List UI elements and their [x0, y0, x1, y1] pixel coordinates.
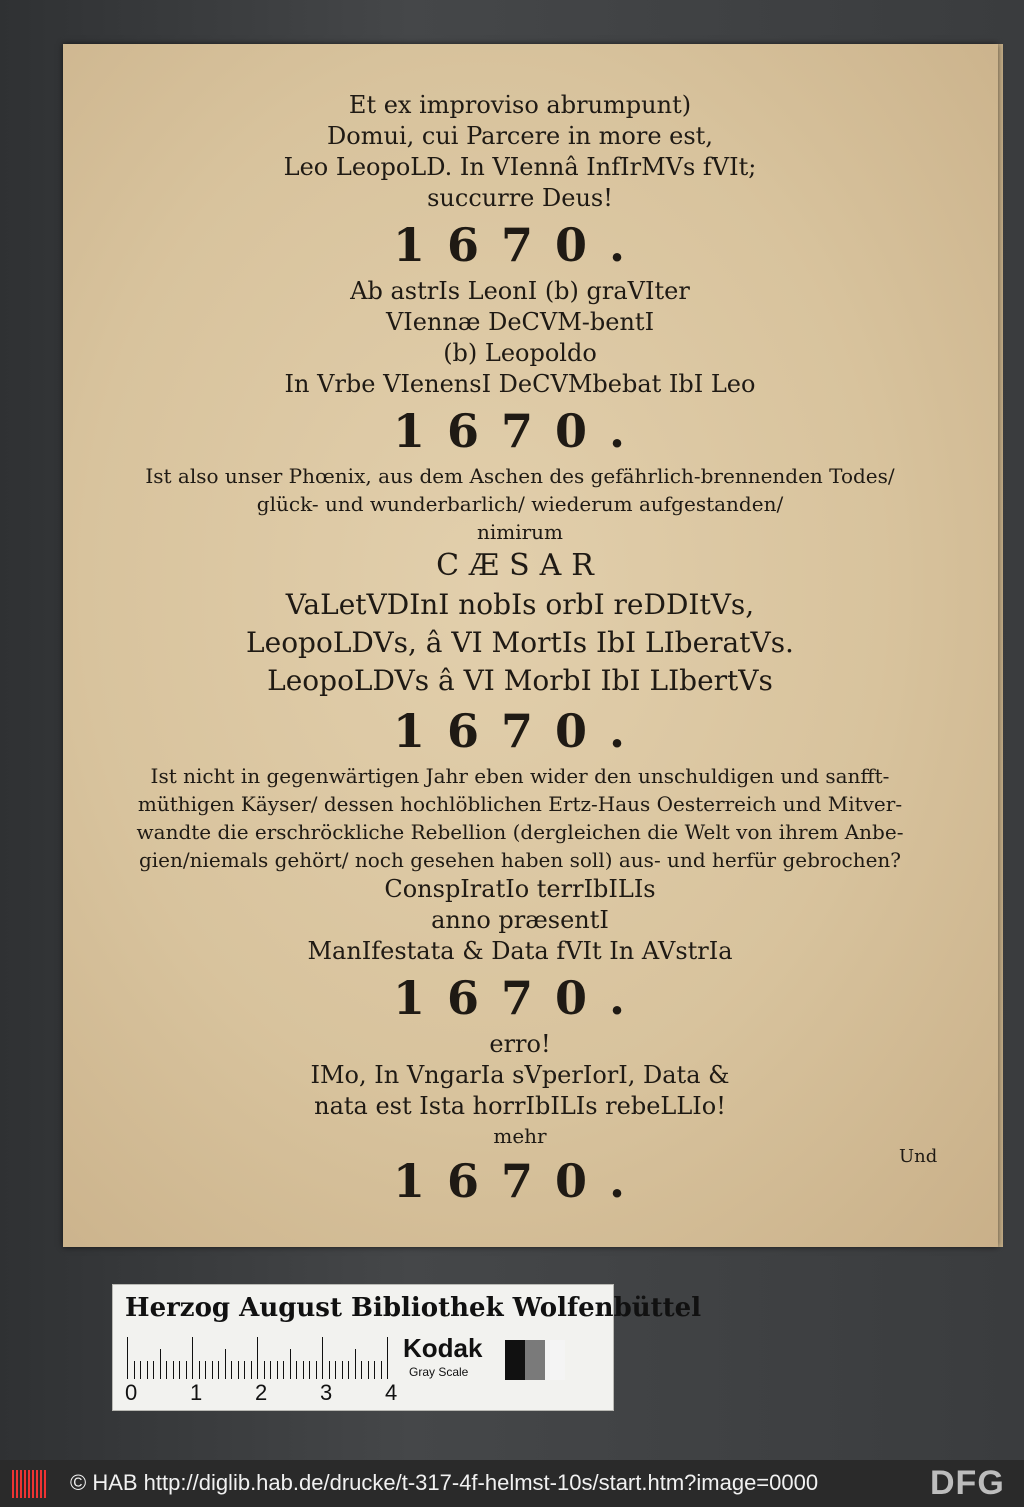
text-line: müthigen Käyser/ dessen hochlöblichen Ertz-Haus Oesterreich und Mitver- — [137, 792, 903, 816]
ruler-tick — [244, 1361, 245, 1379]
text-line: ConspIratIo terrIbILIs — [384, 875, 656, 903]
text-line: succurre Deus! — [427, 184, 613, 212]
ruler-tick — [296, 1361, 297, 1379]
ruler-tick — [173, 1361, 174, 1379]
ruler-tick — [283, 1361, 284, 1379]
ruler-tick — [186, 1361, 187, 1379]
text-line: 1670. — [392, 404, 648, 458]
page-text — [70, 90, 970, 1212]
footer-bar — [0, 1460, 1024, 1507]
text-line: glück- und wunderbarlich/ wiederum aufgestanden/ — [256, 492, 784, 516]
text-line: CÆSAR — [436, 548, 604, 583]
ruler-tick — [277, 1361, 278, 1379]
ruler-tick — [309, 1361, 310, 1379]
text-line: 1670. — [392, 218, 648, 272]
ruler-tick — [192, 1337, 193, 1379]
text-line: LeopoLDVs â VI MorbI IbI LIbertVs — [267, 664, 773, 697]
ruler-tick — [231, 1361, 232, 1379]
text-line: mehr — [493, 1124, 547, 1148]
ruler-tick — [205, 1361, 206, 1379]
text-line: IMo, In VngarIa sVperIorI, Data & — [310, 1061, 730, 1089]
text-line: 1670. — [392, 704, 648, 758]
ruler-tick — [381, 1361, 382, 1379]
ruler-tick — [140, 1361, 141, 1379]
text-line: wandte die erschröckliche Rebellion (dergleichen die Welt von ihrem Anbe- — [136, 820, 904, 844]
barcode-icon — [12, 1470, 46, 1498]
ruler-tick — [257, 1337, 258, 1379]
text-line: VaLetVDInI nobIs orbI reDDItVs, — [285, 588, 755, 621]
ruler-tick — [199, 1361, 200, 1379]
ruler-tick — [218, 1361, 219, 1379]
ruler-number: 4 — [385, 1380, 398, 1405]
text-line: Et ex improviso abrumpunt) — [348, 91, 692, 119]
ruler-tick — [147, 1361, 148, 1379]
text-line: anno præsentI — [431, 906, 609, 934]
ruler-tick — [160, 1349, 161, 1379]
library-name: Herzog August Bibliothek Wolfenbüttel — [125, 1293, 702, 1323]
text-line: Ist nicht in gegenwärtigen Jahr eben wider den unschuldigen und sanfft- — [150, 764, 890, 788]
scale-ruler — [127, 1337, 399, 1379]
ruler-tick — [335, 1361, 336, 1379]
footer-url[interactable]: © HAB http://diglib.hab.de/drucke/t-317-4f-helmst-10s/start.htm?image=0000 — [70, 1470, 819, 1495]
ruler-tick — [212, 1361, 213, 1379]
ruler-tick — [348, 1361, 349, 1379]
ruler-number: 1 — [190, 1380, 203, 1405]
text-line: LeopoLDVs, â VI MortIs IbI LIberatVs. — [246, 626, 794, 659]
text-line: Ist also unser Phœnix, aus dem Aschen des gefährlich-brennenden Todes/ — [145, 464, 895, 488]
dfg-logo: DFG — [930, 1464, 1005, 1502]
ruler-tick — [270, 1361, 271, 1379]
text-line: erro! — [489, 1030, 551, 1058]
ruler-number: 0 — [125, 1380, 138, 1405]
ruler-tick — [342, 1361, 343, 1379]
text-line: VIennæ DeCVM-bentI — [385, 308, 655, 336]
text-line: ManIfestata & Data fVIt In AVstrIa — [307, 937, 733, 965]
text-line: (b) Leopoldo — [443, 339, 597, 367]
ruler-tick — [368, 1361, 369, 1379]
text-line: In Vrbe VIenensI DeCVMbebat IbI Leo — [284, 370, 756, 398]
brand-subtitle: Gray Scale — [409, 1365, 469, 1379]
ruler-tick — [329, 1361, 330, 1379]
ruler-tick — [153, 1361, 154, 1379]
text-line: Domui, cui Parcere in more est, — [327, 122, 713, 150]
swatch-mid — [525, 1340, 545, 1380]
ruler-tick — [127, 1337, 128, 1379]
text-line: 1670. — [392, 971, 648, 1025]
gray-scale-swatches — [505, 1340, 565, 1380]
ruler-number: 2 — [255, 1380, 268, 1405]
text-line: 1670. — [392, 1154, 648, 1208]
ruler-tick — [355, 1349, 356, 1379]
ruler-tick — [166, 1361, 167, 1379]
text-line: Leo LeopoLD. In VIennâ InfIrMVs fVIt; — [283, 153, 757, 181]
ruler-tick — [303, 1361, 304, 1379]
ruler-tick — [322, 1337, 323, 1379]
ruler-tick — [264, 1361, 265, 1379]
ruler-tick — [387, 1337, 388, 1379]
library-color-card — [112, 1284, 702, 1411]
catchword: Und — [899, 1146, 938, 1167]
ruler-tick — [238, 1361, 239, 1379]
swatch-dark — [505, 1340, 525, 1380]
text-line: nata est Ista horrIbILIs rebeLLIo! — [314, 1092, 726, 1120]
text-line: nimirum — [476, 520, 564, 544]
ruler-tick — [316, 1361, 317, 1379]
ruler-tick — [134, 1361, 135, 1379]
text-line: Ab astrIs LeonI (b) graVIter — [350, 277, 690, 305]
ruler-tick — [179, 1361, 180, 1379]
text-line: gien/niemals gehört/ noch gesehen haben soll) aus- und herfür gebrochen? — [138, 848, 902, 872]
brand-name: Kodak — [403, 1333, 483, 1363]
ruler-tick — [374, 1361, 375, 1379]
ruler-tick — [361, 1361, 362, 1379]
swatch-light — [545, 1340, 565, 1380]
ruler-tick — [225, 1349, 226, 1379]
ruler-tick — [290, 1349, 291, 1379]
ruler-number: 3 — [320, 1380, 333, 1405]
ruler-tick — [251, 1361, 252, 1379]
